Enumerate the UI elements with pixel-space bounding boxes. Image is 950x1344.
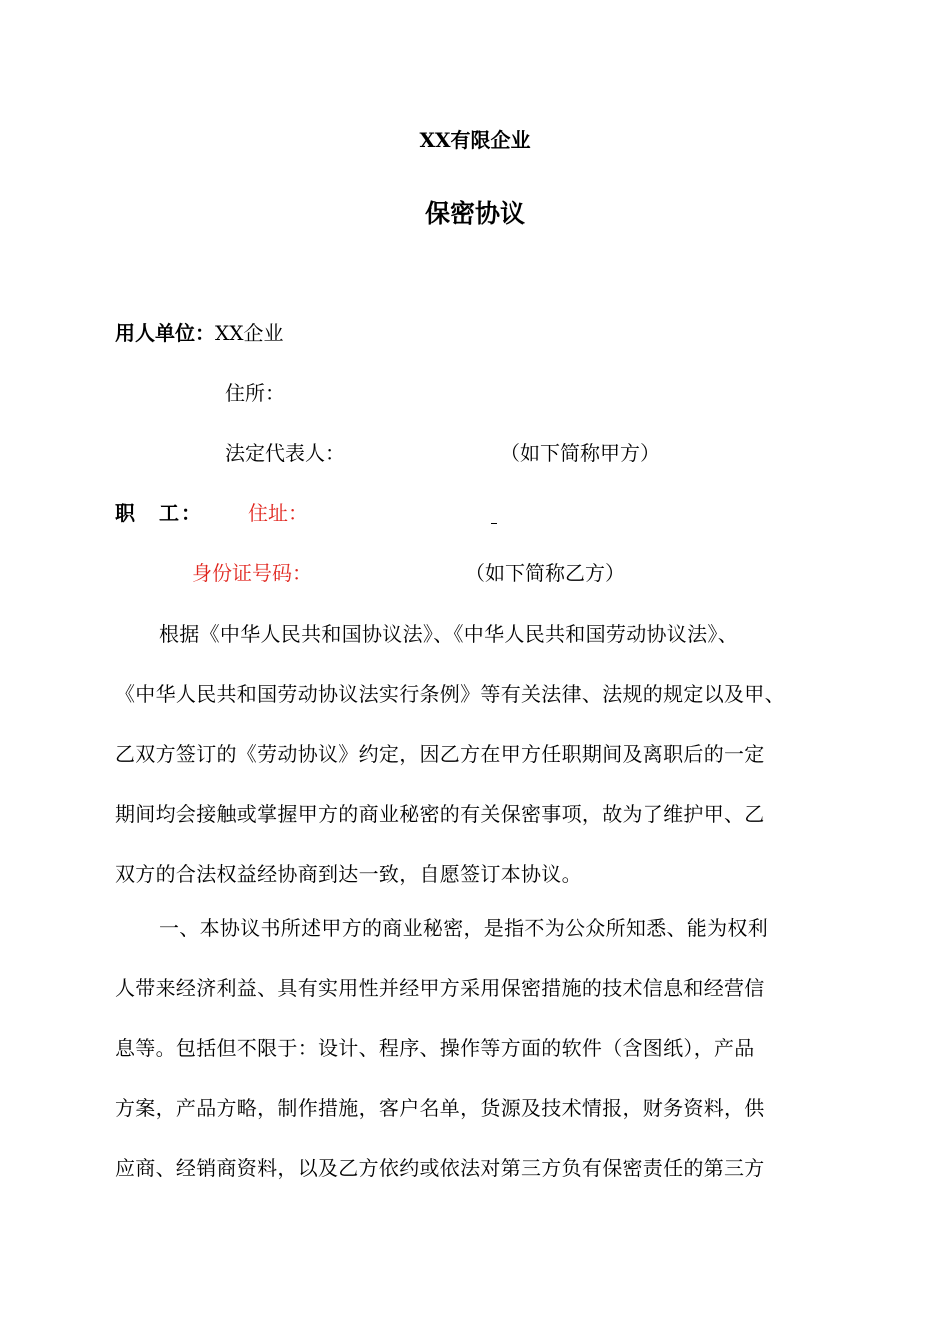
paragraph-line: 期间均会接触或掌握甲方的商业秘密的有关保密事项，故为了维护甲、乙	[115, 802, 765, 826]
employer-name: XX企业	[215, 321, 284, 345]
employee-address-label: 住址：	[248, 501, 308, 525]
paragraph-line: 根据《中华人民共和国协议法》、《中华人民共和国劳动协议法》、	[159, 622, 738, 646]
employer-alias: （如下简称甲方）	[500, 441, 660, 465]
paragraph-line: 双方的合法权益经协商到达一致，自愿签订本协议。	[115, 862, 582, 886]
employer-row	[115, 318, 283, 348]
clause-one-paragraph	[115, 898, 855, 1198]
employee-id-label: 身份证号码：	[192, 561, 312, 585]
paragraph-line: 息等。包括但不限于：设计、程序、操作等方面的软件（含图纸），产品	[115, 1036, 755, 1060]
underline-mark	[491, 523, 497, 524]
employer-rep-label: 法定代表人：	[225, 441, 345, 465]
paragraph-line: 《中华人民共和国劳动协议法实行条例》等有关法律、法规的规定以及甲、	[115, 682, 785, 706]
paragraph-line: 应商、经销商资料，以及乙方依约或依法对第三方负有保密责任的第三方	[115, 1156, 765, 1180]
employer-address-label: 住所：	[225, 381, 285, 405]
employer-label: 用人单位：	[115, 321, 215, 345]
paragraph-line: 方案，产品方略，制作措施，客户名单，货源及技术情报，财务资料，供	[115, 1096, 765, 1120]
document-title: 保密协议	[424, 199, 525, 228]
paragraph-line: 乙双方签订的《劳动协议》约定，因乙方在甲方任职期间及离职后的一定	[115, 742, 765, 766]
company-name: XX有限企业	[419, 128, 531, 152]
paragraph-line: 一、本协议书所述甲方的商业秘密，是指不为公众所知悉、能为权利	[159, 916, 768, 940]
employee-alias: （如下简称乙方）	[465, 561, 625, 585]
employee-label: 职 工：	[115, 501, 203, 525]
intro-paragraph	[115, 604, 855, 904]
paragraph-line: 人带来经济利益、具有实用性并经甲方采用保密措施的技术信息和经营信	[115, 976, 765, 1000]
